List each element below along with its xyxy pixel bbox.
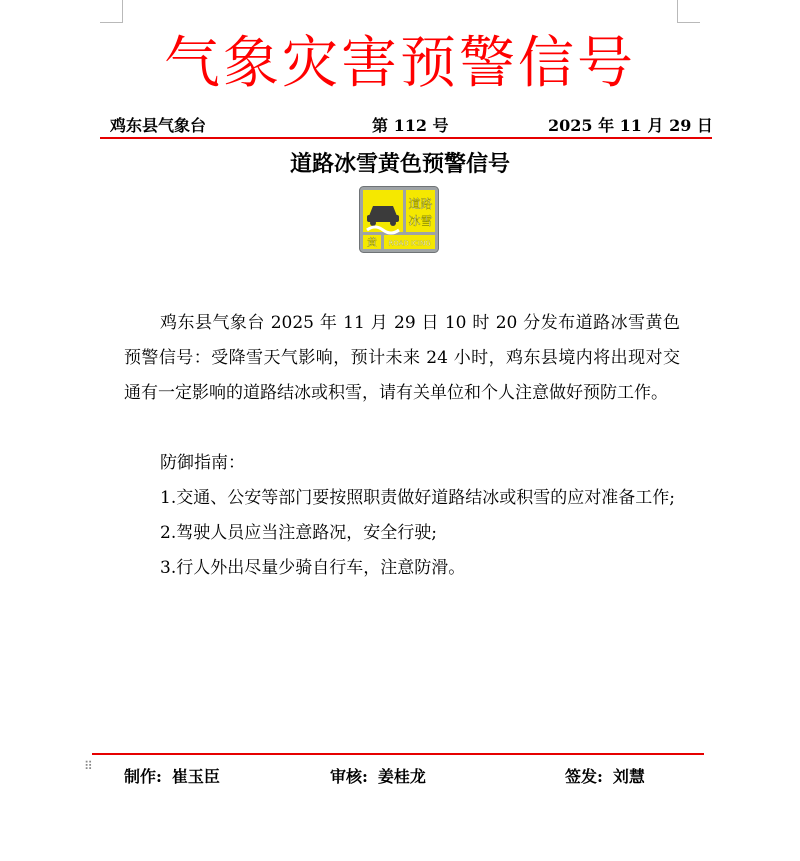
road-icing-yellow-warning-icon — [359, 186, 439, 253]
guide-item: 1.交通、公安等部门要按照职责做好道路结冰或积雪的应对准备工作; — [160, 488, 675, 508]
crop-mark-top-right — [677, 0, 700, 23]
issuer-name: 鸡东县气象台 — [110, 116, 207, 135]
guide-item: 3.行人外出尽量少骑自行车，注意防滑。 — [160, 558, 466, 578]
document-title: 道路冰雪黄色预警信号 — [289, 151, 510, 177]
review-label: 审核: — [330, 767, 368, 786]
icon-text-top: 道路 — [408, 197, 433, 211]
footer-signed-by — [565, 766, 645, 788]
crop-mark-top-left — [100, 0, 123, 23]
guide-item: 2.驾驶人员应当注意路况，安全行驶; — [160, 523, 437, 543]
icon-text-mid: 冰雪 — [408, 214, 433, 228]
footer-reviewed-by — [330, 766, 426, 788]
header-divider — [100, 137, 712, 139]
footer-divider — [92, 753, 704, 755]
icon-level-text: 黄 — [367, 238, 377, 249]
icon-english-text: ROAD ICING — [388, 239, 431, 248]
issue-number: 第 112 号 — [372, 116, 449, 135]
made-label: 制作: — [124, 767, 162, 786]
guide-heading: 防御指南： — [160, 453, 245, 473]
signed-by-name: 刘慧 — [612, 767, 645, 786]
sign-label: 签发: — [565, 767, 603, 786]
document-body — [124, 306, 680, 586]
banner-title: 气象灾害预警信号 — [164, 31, 636, 96]
issue-date: 2025 年 11 月 29 日 — [548, 116, 713, 135]
made-by-name: 崔玉臣 — [171, 767, 220, 786]
reviewed-by-name: 姜桂龙 — [377, 767, 426, 786]
footer-made-by — [124, 766, 220, 788]
drag-handle-icon[interactable]: ⠿ — [84, 759, 94, 773]
paragraph-spacer — [124, 411, 680, 446]
warning-paragraph: 鸡东县气象台 2025 年 11 月 29 日 10 时 20 分发布道路冰雪黄色预警信号：受降雪天气影响，预计未来 24 小时，鸡东县境内将出现对交通有一定影响的道路结冰或积雪，请有关单位和个人注意做好预防工作。 — [124, 313, 680, 403]
